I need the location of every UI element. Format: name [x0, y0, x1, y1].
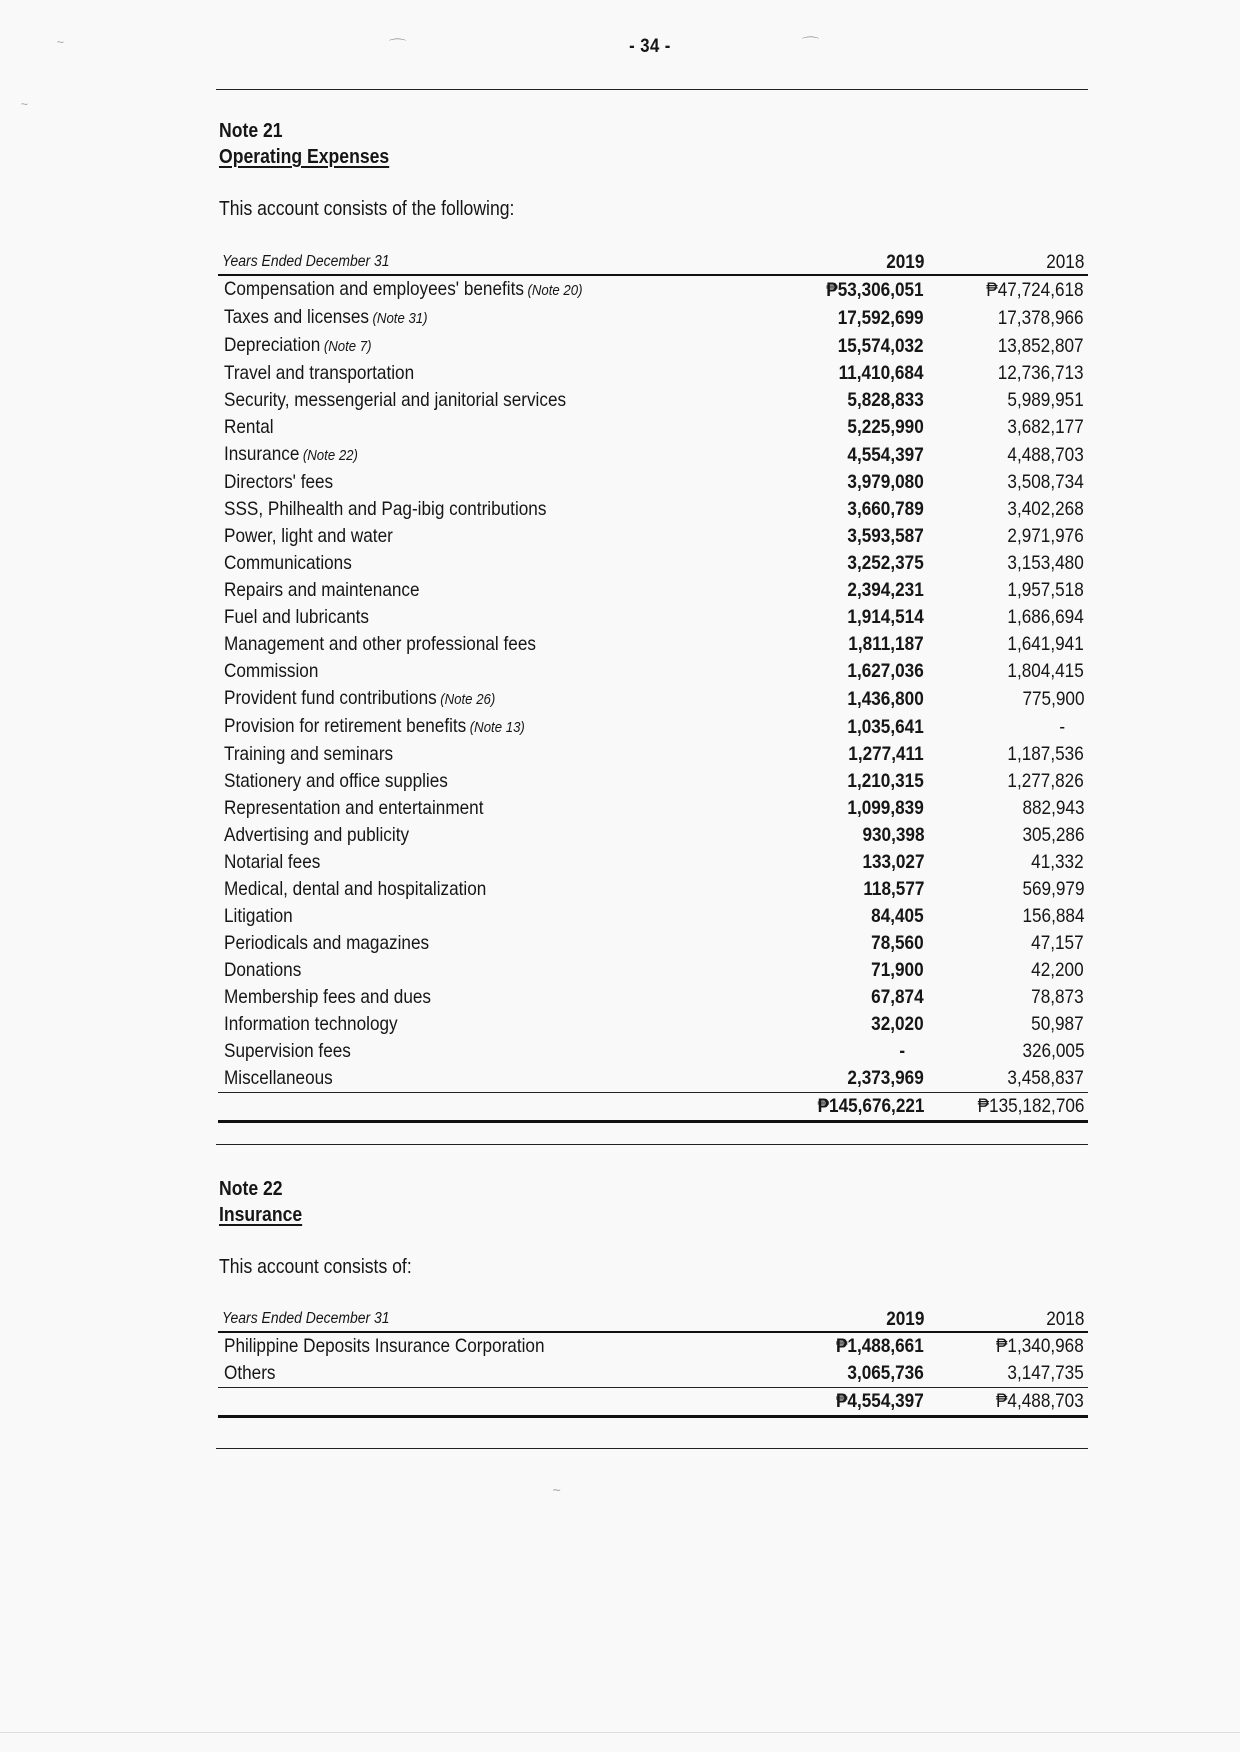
table-row [218, 685, 1088, 713]
value-2019: 78,560 [871, 932, 924, 954]
value-2019: 1,210,315 [847, 770, 924, 792]
row-label: Training and seminars [224, 743, 394, 765]
value-2019: 2,373,969 [774, 1065, 924, 1093]
section-rule [216, 1448, 1088, 1449]
value-2018: 41,332 [1031, 851, 1084, 873]
value-2019: 5,828,833 [847, 389, 924, 411]
row-label: Periodicals and magazines [224, 932, 430, 954]
value-2018: ₱1,340,968 [996, 1335, 1084, 1357]
row-label: Taxes and licenses (Note 31) [224, 306, 428, 328]
value-2019: 930,398 [861, 824, 924, 846]
note-number: Note 22 [219, 1178, 283, 1200]
note-reference: (Note 22) [302, 447, 358, 464]
value-2018: 1,804,415 [1007, 660, 1084, 682]
table-row [218, 414, 1088, 441]
table-row [218, 741, 1088, 768]
value-2018: 5,989,951 [1007, 389, 1084, 411]
value-2018: 3,682,177 [1007, 416, 1084, 438]
row-label: Representation and entertainment [224, 797, 484, 819]
value-2019: 1,627,036 [847, 660, 924, 682]
value-2019: 1,277,411 [848, 743, 924, 765]
row-label: Notarial fees [224, 851, 321, 873]
scan-artifact: ⌒ [388, 39, 407, 51]
value-2019: 3,252,375 [847, 552, 924, 574]
header-rule [216, 89, 1088, 90]
value-2019: 1,035,641 [847, 716, 924, 738]
note-intro: This account consists of the following: [219, 198, 515, 220]
row-label: Power, light and water [224, 525, 393, 547]
row-label: Insurance (Note 22) [224, 443, 358, 465]
value-2019: ₱1,488,661 [836, 1335, 924, 1357]
table-row [218, 957, 1088, 984]
table-row [218, 360, 1088, 387]
value-2019: 67,874 [871, 986, 924, 1008]
table-row [218, 441, 1088, 469]
row-label: Litigation [224, 905, 293, 927]
value-2019: 3,593,587 [847, 525, 924, 547]
value-2019: 11,410,684 [839, 362, 924, 384]
value-2018: 17,378,966 [998, 307, 1084, 329]
scan-artifact: ~ [20, 100, 29, 109]
table-header-row [218, 1307, 1088, 1332]
table-row [218, 984, 1088, 1011]
row-label: Commission [224, 660, 319, 682]
value-2019: 15,574,032 [838, 335, 924, 357]
note-reference: (Note 7) [323, 338, 372, 355]
row-label: SSS, Philhealth and Pag-ibig contributions [224, 498, 547, 520]
value-2019: 32,020 [871, 1013, 924, 1035]
value-2019: 3,660,789 [847, 498, 924, 520]
column-header-label: Years Ended December 31 [218, 1307, 774, 1332]
value-2018: 882,943 [1021, 797, 1084, 819]
table-row [218, 577, 1088, 604]
table-total-row [218, 1388, 1088, 1417]
value-2019: 3,979,080 [847, 471, 924, 493]
value-2019: 84,405 [871, 905, 924, 927]
table-row [218, 930, 1088, 957]
note-reference: (Note 13) [469, 719, 525, 736]
table-total-row [218, 1093, 1088, 1122]
insurance-table [218, 1307, 1088, 1418]
row-label: Provident fund contributions (Note 26) [224, 687, 496, 709]
table-row [218, 1360, 1088, 1388]
total-label-blank [218, 1388, 774, 1417]
row-label: Directors' fees [224, 471, 334, 493]
table-row [218, 658, 1088, 685]
row-label: Repairs and maintenance [224, 579, 420, 601]
table-row [218, 876, 1088, 903]
table-row [218, 1065, 1088, 1093]
value-2019: 71,900 [871, 959, 924, 981]
value-2018: 1,277,826 [1007, 770, 1084, 792]
row-label: Miscellaneous [218, 1065, 774, 1093]
row-label: Security, messengerial and janitorial services [224, 389, 567, 411]
value-2019: 1,914,514 [847, 606, 924, 628]
value-2019: ₱53,306,051 [826, 279, 924, 301]
value-2018: 1,641,941 [1007, 633, 1084, 655]
table-row [218, 304, 1088, 332]
table-row [218, 795, 1088, 822]
scan-edge [0, 1732, 1240, 1733]
value-2018: 50,987 [1031, 1013, 1084, 1035]
table-row [218, 631, 1088, 658]
value-2018: 3,508,734 [1007, 471, 1084, 493]
table-row [218, 849, 1088, 876]
column-header-2018: 2018 [924, 1307, 1088, 1332]
note-reference: (Note 26) [440, 691, 496, 708]
row-label: Communications [224, 552, 352, 574]
value-2018: 3,402,268 [1007, 498, 1084, 520]
total-label-blank [218, 1093, 774, 1122]
total-2018: ₱4,488,703 [924, 1388, 1088, 1417]
note-title: Insurance [219, 1204, 303, 1226]
column-header-2019: 2019 [774, 1307, 924, 1332]
value-2018: 775,900 [1021, 688, 1084, 710]
table-row [218, 275, 1088, 304]
value-2018: 13,852,807 [998, 335, 1084, 357]
note-reference: (Note 20) [527, 282, 583, 299]
row-label: Supervision fees [224, 1040, 351, 1062]
row-label: Fuel and lubricants [224, 606, 369, 628]
value-2019: 1,436,800 [847, 688, 924, 710]
value-2019: 5,225,990 [847, 416, 924, 438]
row-label: Membership fees and dues [224, 986, 431, 1008]
value-2018: 78,873 [1031, 986, 1084, 1008]
table-row [218, 523, 1088, 550]
value-2018: 3,147,735 [924, 1360, 1088, 1388]
value-2019: 1,811,187 [848, 633, 924, 655]
row-label: Medical, dental and hospitalization [224, 878, 487, 900]
row-label: Management and other professional fees [224, 633, 536, 655]
value-2018: 3,153,480 [1007, 552, 1084, 574]
note-intro: This account consists of: [219, 1256, 412, 1278]
value-2018: 4,488,703 [1007, 444, 1084, 466]
table-row [218, 604, 1088, 631]
row-label: Stationery and office supplies [224, 770, 448, 792]
value-2019: - [898, 1040, 905, 1062]
value-2018: 305,286 [1021, 824, 1084, 846]
note-reference: (Note 31) [372, 310, 428, 327]
row-label: Donations [224, 959, 302, 981]
row-label: Compensation and employees' benefits (Note 20) [224, 278, 583, 300]
scan-artifact: ~ [56, 38, 65, 47]
scan-artifact: ~ [552, 1485, 561, 1495]
table-row [218, 1332, 1088, 1360]
table-row [218, 469, 1088, 496]
value-2018: 12,736,713 [998, 362, 1084, 384]
table-row [218, 387, 1088, 414]
row-label: Rental [224, 416, 274, 438]
column-header-label: Years Ended December 31 [218, 250, 774, 275]
value-2018: 1,187,536 [1007, 743, 1084, 765]
table-row [218, 768, 1088, 795]
row-label: Depreciation (Note 7) [224, 334, 372, 356]
table-row [218, 903, 1088, 930]
value-2018: 47,157 [1031, 932, 1084, 954]
note-title: Operating Expenses [219, 146, 390, 168]
total-2019: ₱4,554,397 [774, 1388, 924, 1417]
table-row [218, 550, 1088, 577]
value-2019: 2,394,231 [847, 579, 924, 601]
section-rule [216, 1144, 1088, 1145]
column-header-2019: 2019 [774, 250, 924, 275]
value-2018: ₱47,724,618 [986, 279, 1084, 301]
value-2018: 1,957,518 [1007, 579, 1084, 601]
value-2018: 3,458,837 [924, 1065, 1088, 1093]
note-number: Note 21 [219, 120, 283, 142]
value-2019: 3,065,736 [774, 1360, 924, 1388]
operating-expenses-table [218, 250, 1088, 1123]
value-2018: 569,979 [1021, 878, 1084, 900]
value-2019: 1,099,839 [847, 797, 924, 819]
value-2018: 42,200 [1031, 959, 1084, 981]
row-label: Advertising and publicity [224, 824, 410, 846]
total-2018: ₱135,182,706 [924, 1093, 1088, 1122]
value-2018: - [1058, 716, 1065, 738]
value-2019: 4,554,397 [847, 444, 924, 466]
table-row [218, 332, 1088, 360]
page-number: - 34 - [629, 36, 671, 57]
value-2019: 17,592,699 [838, 307, 924, 329]
table-row [218, 1011, 1088, 1038]
table-row [218, 1038, 1088, 1065]
row-label: Travel and transportation [224, 362, 415, 384]
value-2018: 2,971,976 [1007, 525, 1084, 547]
table-row [218, 822, 1088, 849]
table-row [218, 496, 1088, 523]
row-label: Philippine Deposits Insurance Corporation [224, 1335, 545, 1357]
value-2018: 156,884 [1021, 905, 1084, 927]
scan-artifact: ⌒ [801, 37, 820, 49]
value-2018: 1,686,694 [1007, 606, 1084, 628]
value-2019: 133,027 [861, 851, 924, 873]
table-row [218, 713, 1088, 741]
value-2019: 118,577 [862, 878, 924, 900]
value-2018: 326,005 [1021, 1040, 1084, 1062]
row-label: Information technology [224, 1013, 398, 1035]
total-2019: ₱145,676,221 [774, 1093, 924, 1122]
column-header-2018: 2018 [924, 250, 1088, 275]
table-header-row [218, 250, 1088, 275]
row-label: Provision for retirement benefits (Note 13) [224, 715, 525, 737]
row-label: Others [218, 1360, 774, 1388]
